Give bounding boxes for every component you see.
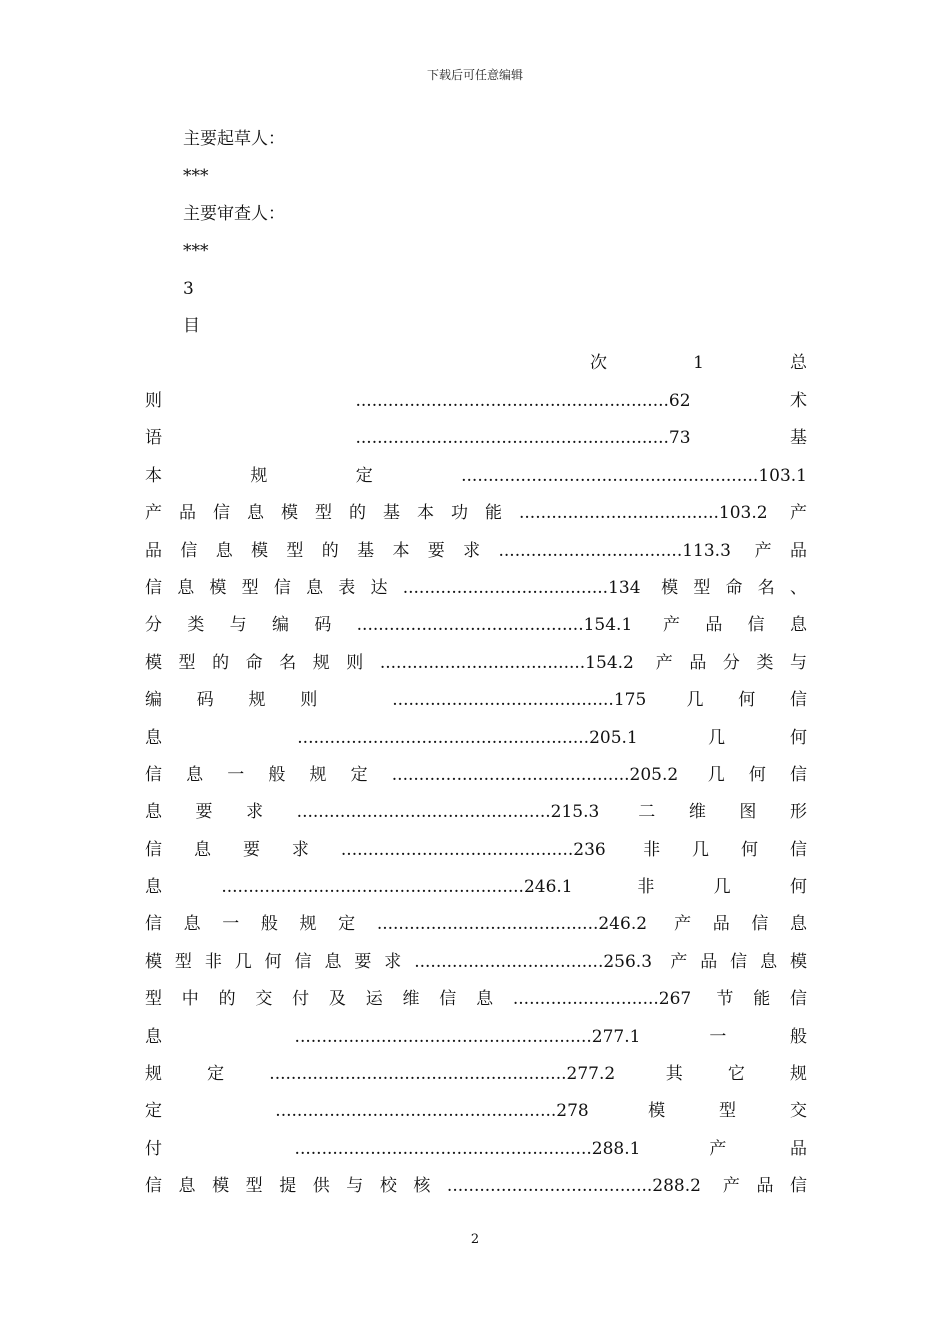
toc-line: 信息一般规定............................................205.2 几何信 (145, 765, 807, 785)
toc-title-char: 目 (183, 316, 200, 336)
toc-line: 产品信息模型的基本功能.....................................103.2 产 (145, 503, 807, 523)
reviewers-value: *** (183, 241, 209, 261)
toc-line: 编码规则 .........................................175 几何信 (145, 690, 807, 710)
toc-line: 语 ..........................................................73 基 (145, 428, 807, 448)
page-marker: 3 (183, 279, 194, 299)
reviewers-label: 主要审查人： (183, 204, 285, 224)
toc-line: 息 ......................................................205.1 几何 (145, 728, 807, 748)
toc-line: 规定.......................................................277.2 其它规 (145, 1064, 807, 1084)
toc-line: 信息一般规定.........................................246.2 产品信息 (145, 914, 807, 934)
toc-line: 信息模型提供与校核......................................288.2 产品信 (145, 1176, 807, 1196)
page-header: 下载后可任意编辑 (426, 68, 523, 82)
toc-line: 信息要求...........................................236 非几何信 (145, 840, 807, 860)
drafters-label: 主要起草人： (183, 129, 285, 149)
toc-header-row (590, 352, 807, 374)
toc-title-ci: 次 (590, 353, 607, 373)
toc-line: 品信息模型的基本要求..................................113.3 产品 (145, 541, 807, 561)
toc-header-number: 1 (693, 353, 704, 373)
toc-line: 息........................................................246.1 非几何 (145, 877, 807, 897)
toc-line: 则 ..........................................................62 术 (145, 391, 807, 411)
toc-line: 付 .......................................................288.1 产品 (145, 1139, 807, 1159)
toc-line: 息 .......................................................277.1 一般 (145, 1027, 807, 1047)
drafters-value: *** (183, 166, 209, 186)
toc-line: 定 ....................................................278 模型交 (145, 1101, 807, 1121)
toc-line: 模型的命名规则......................................154.2 产品分类与 (145, 653, 807, 673)
toc-line: 模型非几何信息要求...................................256.3 产品信息模 (145, 952, 807, 972)
toc-line: 息要求...............................................215.3 二维图形 (145, 802, 807, 822)
toc-header-zong: 总 (789, 353, 807, 373)
page-number: 2 (470, 1232, 480, 1247)
toc-line: 本规定.......................................................103.1 (145, 466, 807, 486)
toc-line: 分类与编码..........................................154.1 产品信息 (145, 615, 807, 635)
toc-line: 信息模型信息表达......................................134 模型命名、 (145, 578, 807, 598)
toc-line: 型中的交付及运维信息...........................267 节能信 (145, 989, 807, 1009)
